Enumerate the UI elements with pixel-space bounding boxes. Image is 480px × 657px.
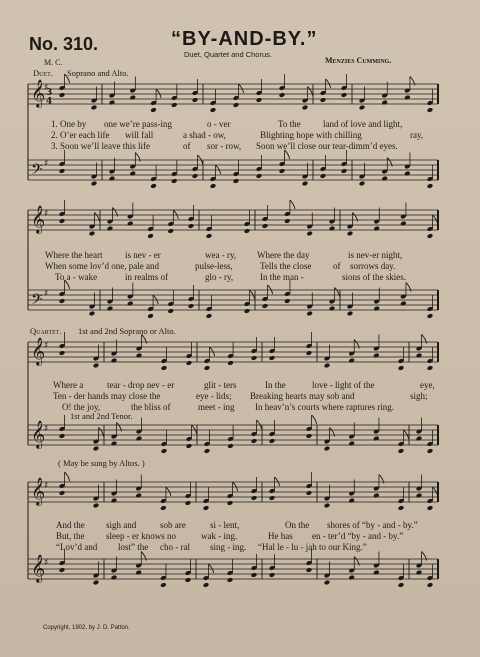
- note-head: [416, 570, 423, 576]
- hymn-title: “BY-AND-BY.”: [171, 28, 318, 50]
- note-head: [416, 493, 423, 499]
- note-head: [186, 360, 193, 366]
- lyric-fragment: is nev - er: [125, 250, 161, 260]
- note-head: [93, 363, 100, 369]
- lyric-fragment: eye,: [420, 380, 435, 390]
- duet-label: Duet.: [33, 68, 53, 78]
- note-head: [373, 353, 380, 359]
- lyric-fragment: Where the day: [257, 250, 310, 260]
- note-head: [329, 226, 336, 232]
- quartet-label: Quartet.: [30, 326, 62, 336]
- lyric-fragment: sorrows day.: [350, 261, 396, 271]
- note-head: [306, 350, 313, 356]
- note-head: [127, 221, 134, 227]
- note-head: [251, 438, 258, 444]
- lyric-fragment: wea - ry,: [205, 250, 237, 260]
- note-head: [59, 298, 66, 304]
- lyric-line: [0, 130, 480, 141]
- note-head: [400, 301, 407, 307]
- note-head: [244, 228, 251, 234]
- note-head: [111, 498, 118, 504]
- note-head: [161, 365, 168, 371]
- note-head: [373, 306, 380, 312]
- note-flag: [404, 430, 409, 439]
- note-head: [306, 311, 313, 317]
- lyric-fragment: 2. O’er each life: [51, 130, 110, 140]
- note-head: [324, 446, 331, 452]
- note-head: [167, 228, 174, 234]
- note-head: [359, 181, 366, 187]
- lyric-fragment: the bliss of: [131, 402, 171, 412]
- treble-clef-icon: 𝄞: [31, 205, 46, 233]
- note-head: [59, 218, 66, 224]
- note-head: [135, 570, 142, 576]
- note-head: [227, 443, 234, 449]
- note-head: [324, 580, 331, 586]
- copyright-notice: Copyright, 1902, by J. D. Patton.: [43, 625, 130, 631]
- note-head: [188, 303, 195, 309]
- lyric-fragment: Where the heart: [45, 250, 103, 260]
- treble-clef-icon: 𝄞: [31, 79, 46, 107]
- treble-clef-icon: 𝄞: [31, 337, 46, 365]
- time-signature: 4: [46, 97, 53, 107]
- lyric-line: [0, 531, 480, 542]
- note-head: [89, 311, 96, 317]
- note-head: [324, 503, 331, 509]
- lyric-fragment: Soon we’ll close our tear-dimm’d eyes.: [256, 141, 398, 151]
- lyric-fragment: “Lov’d and: [56, 542, 98, 552]
- note-head: [111, 575, 118, 581]
- note-head: [171, 178, 178, 184]
- note-head: [348, 498, 355, 504]
- note-head: [167, 308, 174, 314]
- note-head: [306, 490, 313, 496]
- note-head: [185, 500, 192, 506]
- note-head: [206, 233, 213, 239]
- note-head: [427, 448, 434, 454]
- lyric-fragment: In heav’n’s courts where raptures ring.: [255, 402, 394, 412]
- note-flag: [275, 477, 280, 486]
- sharp-icon: ♯: [44, 341, 49, 351]
- lyric-line: [0, 520, 480, 531]
- note-head: [306, 567, 313, 573]
- treble-clef-icon: 𝄞: [31, 420, 46, 448]
- note-head: [233, 178, 240, 184]
- note-head: [427, 183, 434, 189]
- note-head: [129, 95, 136, 101]
- note-head: [269, 438, 276, 444]
- note-flag: [65, 472, 70, 481]
- note-flag: [257, 420, 262, 429]
- note-head: [161, 448, 168, 454]
- note-head: [244, 308, 251, 314]
- note-head: [227, 577, 234, 583]
- lyric-fragment: o - ver: [207, 119, 231, 129]
- note-head: [359, 105, 366, 111]
- lyric-fragment: sor - row,: [207, 141, 242, 151]
- lyricist-initials: M. C.: [44, 58, 63, 67]
- note-head: [256, 97, 263, 103]
- note-head: [111, 358, 118, 364]
- note-head: [210, 183, 217, 189]
- note-head: [302, 181, 309, 187]
- note-head: [320, 173, 327, 179]
- lyric-fragment: To the: [278, 119, 301, 129]
- duet-voices: Soprano and Alto.: [67, 68, 129, 78]
- lyric-fragment: tear - drop nev - er: [107, 380, 175, 390]
- note-head: [279, 92, 286, 98]
- bass-clef-icon: 𝄢: [31, 161, 43, 182]
- note-head: [91, 181, 98, 187]
- note-head: [348, 358, 355, 364]
- note-flag: [153, 295, 158, 304]
- lyric-fragment: 3. Soon we’ll leave this life: [51, 141, 150, 151]
- note-head: [348, 441, 355, 447]
- lyric-fragment: On the: [285, 520, 310, 530]
- note-head: [404, 95, 411, 101]
- note-head: [256, 173, 263, 179]
- lyric-fragment: In the: [265, 380, 286, 390]
- note-head: [93, 446, 100, 452]
- note-head: [203, 505, 210, 511]
- hymn-subtitle: Duet, Quartet and Chorus.: [184, 50, 272, 59]
- lyric-fragment: sigh;: [410, 391, 428, 401]
- sharp-icon: ♯: [44, 558, 49, 568]
- note-head: [147, 313, 154, 319]
- note-head: [324, 363, 331, 369]
- sharp-icon: ♯: [44, 424, 49, 434]
- note-head: [136, 353, 143, 359]
- note-head: [171, 102, 178, 108]
- note-head: [227, 500, 234, 506]
- note-head: [147, 233, 154, 239]
- note-head: [320, 97, 327, 103]
- lyric-fragment: love - light of the: [312, 380, 375, 390]
- note-head: [306, 433, 313, 439]
- note-head: [400, 221, 407, 227]
- lyric-fragment: one we’re pass-ing: [104, 119, 172, 129]
- note-flag: [433, 215, 438, 224]
- lyric-fragment: sions of the skies.: [342, 272, 406, 282]
- note-head: [306, 231, 313, 237]
- note-flag: [173, 210, 178, 219]
- note-head: [427, 233, 434, 239]
- note-head: [398, 448, 405, 454]
- note-head: [127, 301, 134, 307]
- note-head: [203, 582, 210, 588]
- note-head: [251, 495, 258, 501]
- note-head: [348, 575, 355, 581]
- lyric-line: [0, 119, 480, 130]
- lyric-fragment: He has: [268, 531, 293, 541]
- note-head: [109, 100, 116, 106]
- note-flag: [166, 487, 171, 496]
- note-head: [59, 92, 66, 98]
- lyric-fragment: wak - ing.: [201, 531, 238, 541]
- note-head: [188, 223, 195, 229]
- note-head: [129, 171, 136, 177]
- note-flag: [239, 84, 244, 93]
- note-head: [398, 582, 405, 588]
- note-head: [227, 360, 234, 366]
- note-head: [204, 448, 211, 454]
- note-flag: [192, 425, 197, 434]
- note-head: [427, 582, 434, 588]
- lyric-fragment: sing - ing.: [210, 542, 247, 552]
- treble-clef-icon: 𝄞: [31, 477, 46, 505]
- lyric-fragment: glo - ry,: [205, 272, 234, 282]
- note-head: [269, 572, 276, 578]
- sharp-icon: ♯: [44, 289, 49, 299]
- note-head: [150, 183, 157, 189]
- lyric-fragment: sigh and: [106, 520, 137, 530]
- lyric-fragment: en - ter’d “by - and - by.”: [312, 531, 404, 541]
- note-head: [89, 231, 96, 237]
- lyric-fragment: To a - wake: [55, 272, 98, 282]
- note-head: [59, 350, 66, 356]
- note-head: [347, 231, 354, 237]
- note-head: [416, 353, 423, 359]
- note-flag: [198, 155, 203, 164]
- lyric-fragment: And the: [56, 520, 85, 530]
- note-head: [262, 223, 269, 229]
- note-head: [398, 505, 405, 511]
- note-head: [59, 168, 66, 174]
- note-head: [373, 226, 380, 232]
- note-head: [135, 493, 142, 499]
- lyric-fragment: si - lent,: [210, 520, 240, 530]
- note-head: [59, 490, 66, 496]
- lyric-fragment: Blighting hope with chilling: [260, 130, 362, 140]
- lyric-line: [0, 141, 480, 152]
- note-head: [150, 107, 157, 113]
- lyric-line: [0, 272, 480, 283]
- lyric-fragment: meet - ing: [198, 402, 235, 412]
- lyric-fragment: eye - lids;: [196, 391, 232, 401]
- lyric-fragment: “Hal le - lu - jah to our King.”: [258, 542, 367, 552]
- note-head: [284, 218, 291, 224]
- note-head: [279, 168, 286, 174]
- lyric-fragment: in realms of: [125, 272, 168, 282]
- note-flag: [326, 79, 331, 88]
- quartet-voices: 1st and 2nd Soprano or Alto.: [78, 326, 176, 336]
- note-head: [341, 168, 348, 174]
- note-head: [206, 313, 213, 319]
- lyric-line: [0, 380, 480, 391]
- lyric-line: [0, 261, 480, 272]
- lyric-fragment: Ten - der hands may close the: [53, 391, 161, 401]
- lyric-fragment: Where a: [53, 380, 84, 390]
- note-head: [91, 105, 98, 111]
- lyric-fragment: glit - ters: [204, 380, 237, 390]
- lyric-line: [0, 542, 480, 553]
- note-head: [373, 493, 380, 499]
- note-head: [192, 97, 199, 103]
- sharp-icon: ♯: [44, 83, 49, 93]
- note-head: [347, 311, 354, 317]
- note-flag: [250, 290, 255, 299]
- note-head: [59, 433, 66, 439]
- note-head: [427, 365, 434, 371]
- note-flag: [209, 564, 214, 573]
- note-head: [109, 176, 116, 182]
- note-head: [210, 107, 217, 113]
- note-head: [233, 102, 240, 108]
- lyric-fragment: When some lov’d one, pale and: [45, 261, 159, 271]
- note-head: [284, 298, 291, 304]
- note-head: [302, 105, 309, 111]
- lyric-fragment: Tells the close: [260, 261, 312, 271]
- note-head: [269, 355, 276, 361]
- note-head: [341, 92, 348, 98]
- note-head: [111, 441, 118, 447]
- note-head: [416, 436, 423, 442]
- note-head: [427, 107, 434, 113]
- lyric-fragment: is nev-er night,: [348, 250, 403, 260]
- note-head: [329, 306, 336, 312]
- note-head: [93, 580, 100, 586]
- note-head: [373, 436, 380, 442]
- note-head: [192, 173, 199, 179]
- note-head: [398, 365, 405, 371]
- note-head: [186, 443, 193, 449]
- note-head: [136, 436, 143, 442]
- lyric-line: [0, 250, 480, 261]
- sharp-icon: ♯: [44, 159, 49, 169]
- note-head: [160, 505, 167, 511]
- lyric-fragment: pulse-less,: [195, 261, 233, 271]
- note-head: [59, 567, 66, 573]
- bass-clef-icon: 𝄢: [31, 291, 43, 312]
- note-head: [262, 303, 269, 309]
- note-head: [251, 572, 258, 578]
- note-head: [107, 226, 114, 232]
- note-head: [160, 582, 167, 588]
- lyric-fragment: a shad - ow,: [183, 130, 226, 140]
- note-head: [185, 577, 192, 583]
- note-head: [427, 313, 434, 319]
- note-flag: [268, 285, 273, 294]
- lyric-fragment: O! the joy,: [62, 402, 101, 412]
- hymn-number: No. 310.: [29, 34, 99, 54]
- sharp-icon: ♯: [44, 209, 49, 219]
- note-flag: [156, 89, 161, 98]
- note-flag: [312, 415, 317, 424]
- lyric-fragment: of: [183, 141, 191, 151]
- note-flag: [210, 347, 215, 356]
- treble-clef-icon: 𝄞: [31, 554, 46, 582]
- note-flag: [233, 482, 238, 491]
- tenor-label: 1st and 2nd Tenor.: [70, 411, 133, 421]
- note-head: [404, 171, 411, 177]
- lyric-fragment: ray,: [410, 130, 424, 140]
- note-head: [427, 505, 434, 511]
- lyric-fragment: shores of “by - and - by.”: [327, 520, 418, 530]
- note-head: [381, 100, 388, 106]
- note-head: [93, 503, 100, 509]
- lyric-line: [0, 402, 480, 413]
- note-flag: [216, 165, 221, 174]
- lyric-fragment: lost” the: [118, 542, 149, 552]
- note-head: [373, 570, 380, 576]
- alto-note: ( May be sung by Altos. ): [58, 458, 145, 468]
- lyric-fragment: 1. One by: [51, 119, 87, 129]
- note-head: [251, 355, 258, 361]
- note-head: [107, 306, 114, 312]
- lyric-fragment: cho - ral: [160, 542, 190, 552]
- note-head: [381, 176, 388, 182]
- lyric-line: [0, 391, 480, 402]
- note-flag: [290, 200, 295, 209]
- composer-name: Menzies Cumming.: [325, 56, 392, 65]
- note-head: [204, 365, 211, 371]
- lyric-fragment: of: [333, 261, 341, 271]
- note-head: [269, 495, 276, 501]
- lyric-fragment: sleep - er knows no: [106, 531, 176, 541]
- note-flag: [433, 487, 438, 496]
- lyric-fragment: will fall: [125, 130, 154, 140]
- lyric-fragment: In the man -: [260, 272, 304, 282]
- lyric-fragment: Breaking hearts may sob and: [250, 391, 355, 401]
- lyric-fragment: land of love and light,: [323, 119, 403, 129]
- lyric-fragment: But, the: [56, 531, 85, 541]
- lyric-fragment: sob are: [160, 520, 186, 530]
- sharp-icon: ♯: [44, 481, 49, 491]
- time-signature: 3: [46, 88, 53, 98]
